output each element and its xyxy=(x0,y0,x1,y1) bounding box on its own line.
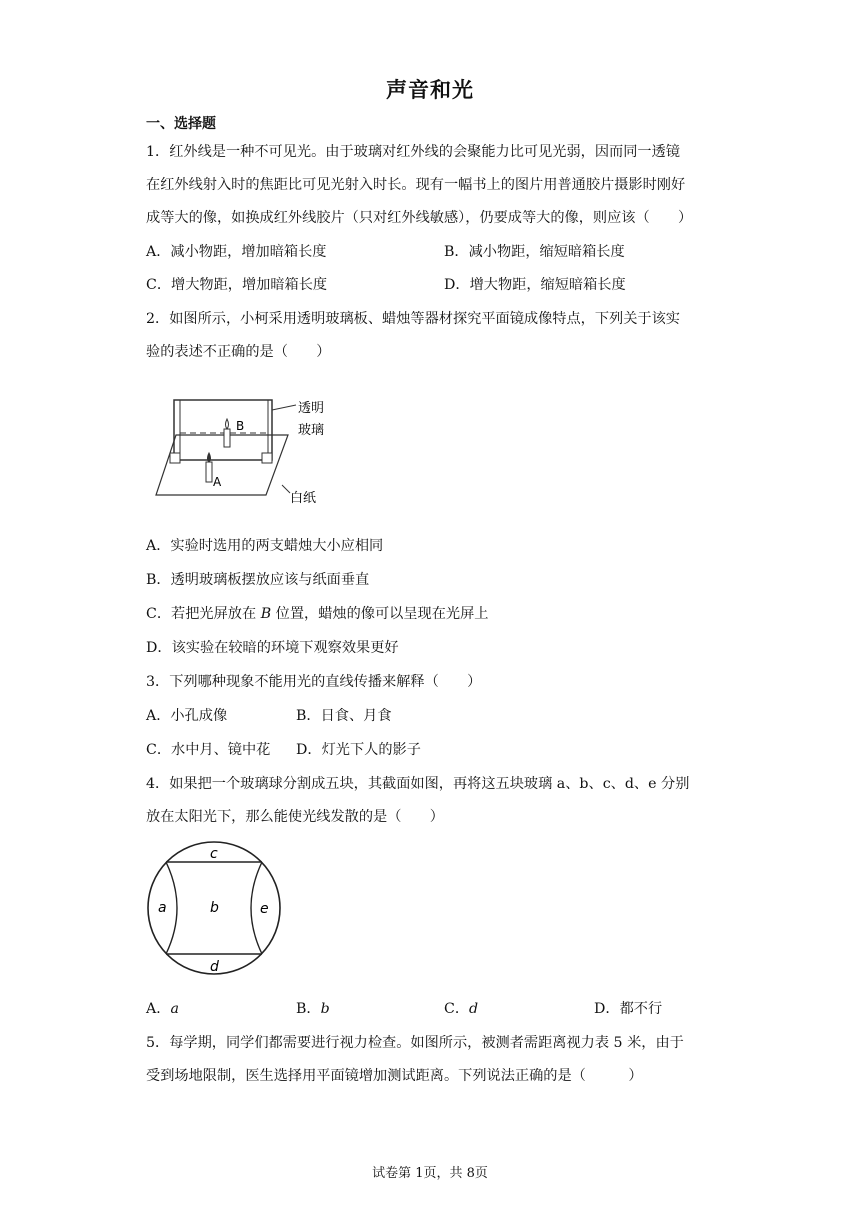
q3-option-c: C．水中月、镜中花 xyxy=(146,742,271,758)
q1-option-c: C．增大物距，增加暗箱长度 xyxy=(146,277,328,293)
q1-line-2: 在红外线射入时的焦距比可见光射入时长。现有一幅书上的图片用普通胶片摄影时刚好 xyxy=(146,177,686,193)
label-b: B xyxy=(236,419,245,433)
q2-option-d: D．该实验在较暗的环境下观察效果更好 xyxy=(146,640,399,656)
q4-option-c: C．d xyxy=(444,1001,479,1017)
q5-line-2: 受到场地限制，医生选择用平面镜增加测试距离。下列说法正确的是（ ） xyxy=(146,1068,643,1084)
q4-option-a: A．a xyxy=(146,1001,179,1017)
q3-option-a: A．小孔成像 xyxy=(146,708,228,724)
mirror-experiment-figure xyxy=(140,375,340,510)
q1-line-1: 1．红外线是一种不可见光。由于玻璃对红外线的会聚能力比可见光弱，因而同一透镜 xyxy=(146,144,680,160)
q4-line-2: 放在太阳光下，那么能使光线发散的是（ ） xyxy=(146,809,444,825)
label-e: e xyxy=(260,901,269,917)
label-a-piece: a xyxy=(158,900,167,916)
q2-line-1: 2．如图所示，小柯采用透明玻璃板、蜡烛等器材探究平面镜成像特点，下列关于该实 xyxy=(146,311,680,327)
label-glass-2: 玻璃 xyxy=(298,423,325,438)
q2-option-c: C．若把光屏放在 B 位置，蜡烛的像可以呈现在光屏上 xyxy=(146,606,489,622)
q3-option-b: B．日食、月食 xyxy=(296,708,392,724)
q2-line-2: 验的表述不正确的是（ ） xyxy=(146,344,331,360)
q1-option-d: D．增大物距，缩短暗箱长度 xyxy=(444,277,626,293)
q4-line-1: 4．如果把一个玻璃球分割成五块，其截面如图，再将这五块玻璃 a、b、c、d、e 分别 xyxy=(146,776,690,792)
glass-plate xyxy=(174,400,272,460)
q1-line-3: 成等大的像，如换成红外线胶片（只对红外线敏感），仍要成等大的像，则应该（ ） xyxy=(146,210,693,226)
candle-b xyxy=(224,429,230,447)
q1-option-a: A．减小物距，增加暗箱长度 xyxy=(146,244,327,260)
label-a: A xyxy=(213,475,222,489)
glass-ball-figure xyxy=(144,838,284,978)
q4-option-b: B．b xyxy=(296,1001,330,1017)
page-footer: 试卷第 1页，共 8页 xyxy=(372,1166,488,1181)
q1-option-b: B．减小物距，缩短暗箱长度 xyxy=(444,244,625,260)
label-c: c xyxy=(210,846,218,862)
label-b-piece: b xyxy=(210,900,219,916)
page-title: 声音和光 xyxy=(386,78,474,102)
label-glass-1: 透明 xyxy=(298,401,325,416)
label-d: d xyxy=(210,959,219,975)
q2-option-b: B．透明玻璃板摆放应该与纸面垂直 xyxy=(146,572,370,588)
candle-a xyxy=(206,462,212,482)
q5-line-1: 5．每学期，同学们都需要进行视力检查。如图所示，被测者需距离视力表 5 米，由于 xyxy=(146,1035,684,1051)
section-heading: 一、选择题 xyxy=(146,116,216,132)
q3-option-d: D．灯光下人的影子 xyxy=(296,742,421,758)
q3-line: 3．下列哪种现象不能用光的直线传播来解释（ ） xyxy=(146,674,482,690)
label-paper: 白纸 xyxy=(290,491,317,506)
q2-option-a: A．实验时选用的两支蜡烛大小应相同 xyxy=(146,538,384,554)
q4-option-d: D．都不行 xyxy=(594,1001,663,1017)
